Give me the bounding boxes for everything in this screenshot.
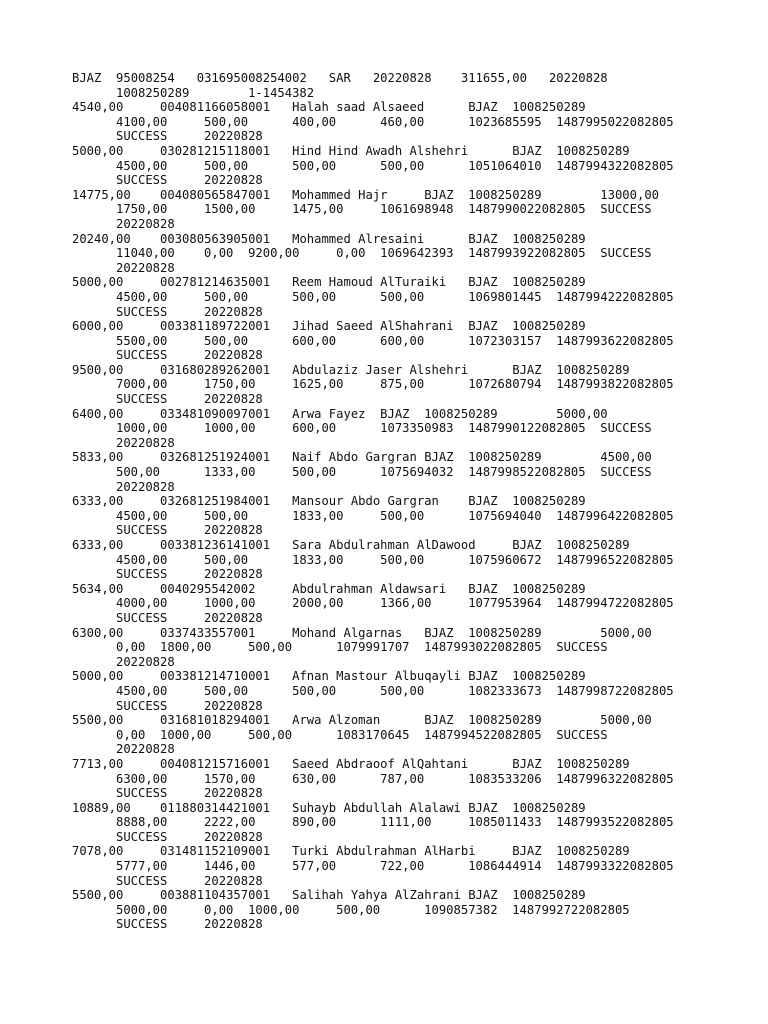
text-line: 4500,00 500,00 500,00 500,00 1051064010 1487994322082805 bbox=[116, 158, 674, 173]
text-line: 4100,00 500,00 400,00 460,00 1023685595 1487995022082805 bbox=[116, 114, 674, 129]
text-line: SUCCESS 20220828 bbox=[116, 698, 263, 713]
text-line: 4500,00 500,00 500,00 500,00 1082333673 1487998722082805 bbox=[116, 683, 674, 698]
text-line: 0,00 1000,00 500,00 1083170645 1487994522082805 SUCCESS bbox=[116, 727, 608, 742]
record-line: 6333,00 003381236141001 Sara Abdulrahman AlDawood BJAZ 1008250289 bbox=[72, 538, 630, 552]
text-line: 20220828 bbox=[116, 479, 175, 494]
text-line: SUCCESS 20220828 bbox=[116, 917, 263, 932]
record-line: 14775,00 004080565847001 Mohammed Hajr BJAZ 1008250289 13000,00 bbox=[72, 187, 659, 202]
text-line: 6300,00 1570,00 630,00 787,00 1083533206 1487996322082805 bbox=[116, 771, 674, 786]
record-line: 6333,00 032681251984001 Mansour Abdo Gargran BJAZ 1008250289 bbox=[72, 494, 586, 509]
text-line: SUCCESS 20220828 bbox=[116, 129, 263, 144]
record-line: 5000,00 003381214710001 Afnan Mastour Albuqayli BJAZ 1008250289 bbox=[72, 669, 586, 684]
text-line: SUCCESS 20220828 bbox=[116, 567, 263, 582]
record-line: 7078,00 031481152109001 Turki Abdulrahman AlHarbi BJAZ 1008250289 bbox=[72, 844, 630, 859]
text-line: 4500,00 500,00 500,00 500,00 1069801445 1487994222082805 bbox=[116, 289, 674, 304]
record-line: 10889,00 011880314421001 Suhayb Abdullah Alalawi BJAZ 1008250289 bbox=[72, 800, 586, 815]
text-line: 4500,00 500,00 1833,00 500,00 1075694040 1487996422082805 bbox=[116, 508, 674, 523]
record-line: 5500,00 031681018294001 Arwa Alzoman BJAZ 1008250289 5000,00 bbox=[72, 713, 652, 728]
text-line: 0,00 1800,00 500,00 1079991707 1487993022082805 SUCCESS bbox=[116, 640, 608, 655]
text-line: SUCCESS 20220828 bbox=[116, 173, 263, 188]
text-line: 20220828 bbox=[116, 260, 175, 275]
record-line: 6400,00 033481090097001 Arwa Fayez BJAZ 1008250289 5000,00 bbox=[72, 406, 608, 421]
text-line: 1000,00 1000,00 600,00 1073350983 1487990122082805 SUCCESS bbox=[116, 421, 652, 436]
text-line: SUCCESS 20220828 bbox=[116, 304, 263, 319]
text-line: SUCCESS 20220828 bbox=[116, 348, 263, 363]
text-line: 20220828 bbox=[116, 654, 175, 669]
text-line: 4500,00 500,00 1833,00 500,00 1075960672 1487996522082805 bbox=[116, 552, 674, 567]
record-line: 9500,00 031680289262001 Abdulaziz Jaser Alshehri BJAZ 1008250289 bbox=[72, 362, 630, 377]
text-line: 8888,00 2222,00 890,00 1111,00 1085011433 1487993522082805 bbox=[116, 815, 674, 830]
text-line: SUCCESS 20220828 bbox=[116, 523, 263, 538]
record-line: 5833,00 032681251924001 Naif Abdo Gargran BJAZ 1008250289 4500,00 bbox=[72, 450, 652, 465]
text-line: 5000,00 0,00 1000,00 500,00 1090857382 1487992722082805 bbox=[116, 902, 630, 917]
text-line: SUCCESS 20220828 bbox=[116, 873, 263, 888]
document-text bbox=[72, 71, 762, 932]
text-line: 1008250289 1-1454382 bbox=[116, 85, 315, 100]
record-line: 20240,00 003080563905001 Mohammed Alresaini BJAZ 1008250289 bbox=[72, 231, 586, 246]
text-line: 7000,00 1750,00 1625,00 875,00 1072680794 1487993822082805 bbox=[116, 377, 674, 392]
record-line: 5000,00 030281215118001 Hind Hind Awadh Alshehri BJAZ 1008250289 bbox=[72, 143, 630, 158]
record-line: 5500,00 003881104357001 Salihah Yahya AlZahrani BJAZ 1008250289 bbox=[72, 888, 586, 903]
text-line: 5777,00 1446,00 577,00 722,00 1086444914 1487993322082805 bbox=[116, 859, 674, 874]
text-line: SUCCESS 20220828 bbox=[116, 392, 263, 407]
text-line: 4000,00 1000,00 2000,00 1366,00 1077953964 1487994722082805 bbox=[116, 596, 674, 611]
record-line: 6300,00 0337433557001 Mohand Algarnas BJAZ 1008250289 5000,00 bbox=[72, 625, 652, 640]
text-line: 5500,00 500,00 600,00 600,00 1072303157 1487993622082805 bbox=[116, 333, 674, 348]
text-line: 11040,00 0,00 9200,00 0,00 1069642393 1487993922082805 SUCCESS bbox=[116, 246, 652, 261]
text-line: 20220828 bbox=[116, 216, 175, 231]
record-line: 4540,00 004081166058001 Halah saad Alsaeed BJAZ 1008250289 bbox=[72, 100, 586, 115]
record-line: 7713,00 004081215716001 Saeed Abdraoof AlQahtani BJAZ 1008250289 bbox=[72, 756, 630, 771]
text-line: 20220828 bbox=[116, 435, 175, 450]
record-line: 5634,00 0040295542002 Abdulrahman Aldawsari BJAZ 1008250289 bbox=[72, 581, 586, 596]
record-line: 5000,00 002781214635001 Reem Hamoud AlTuraiki BJAZ 1008250289 bbox=[72, 275, 586, 290]
record-line: 6000,00 003381189722001 Jihad Saeed AlShahrani BJAZ 1008250289 bbox=[72, 319, 586, 334]
text-line: 500,00 1333,00 500,00 1075694032 1487998522082805 SUCCESS bbox=[116, 465, 652, 480]
text-line: SUCCESS 20220828 bbox=[116, 829, 263, 844]
header-line: BJAZ 95008254 031695008254002 SAR 20220828 311655,00 20220828 bbox=[72, 71, 608, 85]
text-line: 1750,00 1500,00 1475,00 1061698948 1487990022082805 SUCCESS bbox=[116, 202, 652, 217]
text-line: SUCCESS 20220828 bbox=[116, 610, 263, 625]
text-line: 20220828 bbox=[116, 742, 175, 757]
text-line: SUCCESS 20220828 bbox=[116, 786, 263, 801]
